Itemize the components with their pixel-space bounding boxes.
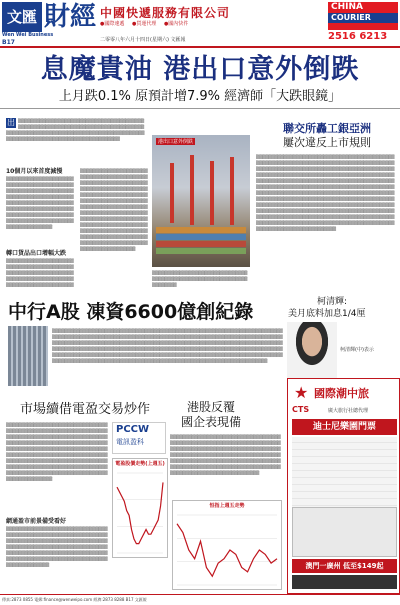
right-headline-line-2: 屢次違反上市規則 [283, 136, 371, 149]
star-icon: ★ [294, 383, 309, 402]
photo-caption: 港出口意外倒跌 [158, 139, 194, 145]
pccw-price-chart [112, 458, 168, 558]
ad-red-banner: 迪士尼樂園門票 [292, 419, 397, 435]
story-3-subhead: 網通盈市前景備受看好 [6, 518, 67, 525]
ad-price-grid [292, 507, 397, 557]
column-1 [6, 168, 76, 292]
chart-plot [173, 511, 281, 589]
story-3-headline: 市場續借電盈交易炒作 [20, 402, 151, 417]
subhead-2: 轉口貨品出口增幅大跌 [6, 250, 67, 257]
ad-footer [292, 575, 397, 589]
headline-rule [0, 108, 400, 109]
section-title: 財經 [44, 2, 97, 32]
main-headline: 息魔貴油 港出口意外倒跌 [40, 54, 360, 85]
series-line [177, 524, 277, 577]
travel-advertisement[interactable] [287, 378, 400, 594]
story-4-headline [166, 400, 256, 430]
page-number: B17 [2, 39, 15, 46]
portrait-caption: 柯清輝(中)表示 [340, 347, 374, 353]
story-2-body: ▒▒▒▒▒▒▒▒▒▒▒▒▒▒▒▒▒▒▒▒▒▒▒▒▒▒▒▒▒▒▒▒▒▒▒▒▒▒▒▒▒▒▒▒▒▒▒▒▒▒▒▒▒▒▒▒▒▒▒▒▒▒▒▒▒▒▒▒▒▒▒▒▒▒▒▒▒▒▒▒▒▒▒▒▒▒▒▒▒▒▒▒▒▒▒▒▒▒▒▒▒▒▒▒▒▒▒▒▒▒▒▒▒▒▒▒▒▒▒▒▒▒▒▒▒▒▒▒▒▒▒▒▒▒▒▒▒▒▒▒▒▒▒▒▒▒▒▒▒▒▒▒▒▒▒▒▒▒▒▒▒▒▒▒▒▒▒▒▒▒▒▒▒▒▒▒▒▒▒▒▒▒▒▒▒▒▒▒▒▒▒▒▒▒▒▒▒▒▒▒▒▒▒▒▒▒▒▒▒▒▒▒▒▒▒▒▒▒▒▒▒▒▒▒▒▒▒▒▒▒▒▒▒▒▒▒▒▒▒▒▒▒▒▒▒▒▒▒▒▒▒▒▒▒▒▒▒▒▒▒▒▒▒▒▒▒▒▒▒▒▒▒▒▒▒▒▒▒▒▒▒▒▒▒▒▒▒▒▒▒▒▒▒▒▒▒▒▒▒▒▒▒▒▒▒▒▒▒▒▒▒▒▒▒▒▒▒▒▒▒▒▒▒▒▒▒▒▒▒▒▒▒▒▒▒▒▒▒▒▒▒▒▒▒▒▒▒▒▒▒▒▒▒▒▒▒▒▒▒▒▒▒▒▒▒▒▒▒▒▒▒▒▒▒▒▒▒▒▒▒▒▒▒▒▒▒▒▒▒▒▒▒▒▒▒▒▒▒▒▒▒▒▒▒▒▒▒▒▒▒▒▒▒▒▒▒▒▒▒▒▒▒▒▒▒▒▒▒▒▒▒▒▒▒▒▒▒▒▒▒▒▒▒▒▒ [52, 328, 283, 363]
chart-title: 電盈股價走勢(上週五) [115, 461, 165, 467]
story-2-headline: 中行A股 凍資6600億創紀錄 [8, 301, 254, 323]
ad-services [100, 20, 322, 30]
pccw-logo-text: PCCW [116, 424, 150, 435]
container-port-photo [152, 135, 250, 267]
person-quote: 美月底料加息1/4厘 [288, 309, 366, 319]
photo-caption-text: ▒▒▒▒▒▒▒▒▒▒▒▒▒▒▒▒▒▒▒▒▒▒▒▒▒▒▒▒▒▒▒▒▒▒▒▒▒▒▒▒▒▒▒▒▒▒▒▒▒▒▒▒▒▒▒▒▒▒▒▒▒▒▒▒▒▒▒▒▒▒ [152, 270, 248, 287]
dropcap: 出 [7, 118, 15, 127]
story-3-body-2: ▒▒▒▒▒▒▒▒▒▒▒▒▒▒▒▒▒▒▒▒▒▒▒▒▒▒▒▒▒▒▒▒▒▒▒▒▒▒▒▒▒▒▒▒▒▒▒▒▒▒▒▒▒▒▒▒▒▒▒▒▒▒▒▒▒▒▒▒▒▒▒▒▒▒▒▒▒▒▒▒▒▒▒▒▒▒▒▒▒▒▒▒▒▒▒▒▒▒▒▒▒▒▒▒▒▒▒▒▒▒▒▒▒▒▒▒▒▒▒▒▒▒▒▒▒▒▒▒▒▒▒▒▒▒▒▒▒▒▒▒▒▒▒▒▒▒▒▒▒▒▒▒▒▒▒▒▒▒▒▒▒▒▒▒▒▒▒▒▒▒▒▒▒▒▒▒▒▒▒▒▒▒▒▒▒▒▒▒▒▒▒▒▒▒▒▒▒▒▒▒▒▒▒▒▒▒▒▒▒▒▒▒ [6, 526, 108, 567]
ad-service-item: ●國內快件 [163, 21, 189, 27]
ad-service-item: ●貨運代理 [131, 21, 157, 27]
crane-shape [170, 163, 174, 223]
dateline: 二零零八年六月十四日(星期六) 文匯報 [100, 37, 186, 43]
chart-title: 恒指上週五走勢 [209, 503, 245, 509]
headline-line: 國企表現備 [180, 415, 241, 429]
crane-shape [190, 155, 194, 225]
series-line [117, 482, 163, 543]
container-stack [156, 248, 246, 254]
courier-line-2: COURIER [328, 13, 398, 23]
right-headline [254, 122, 400, 150]
masthead [0, 0, 400, 46]
page-footer: 傳真:2873 0855 電郵:finance@wenweipo.com 經濟:2873 8288 B17 文匯報 [0, 594, 400, 605]
person-portrait [287, 322, 337, 378]
newspaper-logo: 文匯 [2, 2, 42, 32]
container-stack [156, 227, 246, 233]
ad-agent: 廣大旅行社總代理 [328, 408, 369, 414]
pccw-logo [112, 422, 166, 454]
subhead-1: 10個月以來首度減慢 [6, 168, 63, 175]
ad-cts-logo: CTS [292, 405, 310, 414]
container-stack [156, 234, 246, 240]
lede-paragraph: 出 ▒▒▒▒▒▒▒▒▒▒▒▒▒▒▒▒▒▒▒▒▒▒▒▒▒▒▒▒▒▒▒▒▒▒▒▒▒▒▒▒▒▒▒▒▒▒▒▒▒▒▒▒▒▒▒▒▒▒▒▒▒▒▒▒▒▒▒▒▒▒▒▒▒▒▒▒▒▒▒▒▒▒▒▒▒▒▒▒▒▒▒▒▒▒▒▒▒▒▒▒▒▒▒▒▒▒▒▒▒▒▒▒▒▒▒▒▒▒▒▒▒▒▒▒▒▒▒▒▒▒▒▒▒▒▒▒▒▒▒▒▒▒▒▒▒▒▒▒▒▒▒▒▒▒▒▒▒▒▒▒▒▒▒▒ [6, 118, 145, 141]
column-2: ▒▒▒▒▒▒▒▒▒▒▒▒▒▒▒▒▒▒▒▒▒▒▒▒▒▒▒▒▒▒▒▒▒▒▒▒▒▒▒▒▒▒▒▒▒▒▒▒▒▒▒▒▒▒▒▒▒▒▒▒▒▒▒▒▒▒▒▒▒▒▒▒▒▒▒▒▒▒▒▒▒▒▒▒▒▒▒▒▒▒▒▒▒▒▒▒▒▒▒▒▒▒▒▒▒▒▒▒▒▒▒▒▒▒▒▒▒▒▒▒▒▒▒▒▒▒▒▒▒▒▒▒▒▒▒▒▒▒▒▒▒▒▒▒▒▒▒▒▒▒▒▒▒▒▒▒▒▒▒▒▒▒▒▒▒▒▒▒▒▒▒▒▒▒▒▒▒▒▒▒▒▒▒▒▒▒▒▒▒▒▒▒▒▒▒▒▒▒▒▒▒▒▒▒▒▒▒▒▒▒▒▒▒▒▒▒▒▒▒▒▒▒▒▒▒▒▒▒▒▒▒▒▒▒▒▒▒▒▒▒▒▒▒▒▒▒▒▒▒▒▒▒▒▒▒▒▒▒▒▒▒▒▒▒▒▒▒▒▒▒▒▒▒▒▒▒▒▒▒▒▒▒▒▒▒▒▒▒▒▒▒▒▒▒▒▒▒▒▒▒▒▒▒▒ [80, 168, 148, 251]
story-4-body: ▒▒▒▒▒▒▒▒▒▒▒▒▒▒▒▒▒▒▒▒▒▒▒▒▒▒▒▒▒▒▒▒▒▒▒▒▒▒▒▒▒▒▒▒▒▒▒▒▒▒▒▒▒▒▒▒▒▒▒▒▒▒▒▒▒▒▒▒▒▒▒▒▒▒▒▒▒▒▒▒▒▒▒▒▒▒▒▒▒▒▒▒▒▒▒▒▒▒▒▒▒▒▒▒▒▒▒▒▒▒▒▒▒▒▒▒▒▒▒▒▒▒▒▒▒▒▒▒▒▒▒▒▒▒▒▒▒▒▒▒▒▒▒▒▒▒▒▒▒▒▒▒▒▒▒▒▒▒▒▒▒▒▒▒▒▒▒▒▒▒▒▒▒▒▒▒▒▒▒▒▒▒▒▒▒▒▒▒▒▒▒▒▒▒▒▒▒▒▒▒▒▒▒▒▒▒▒▒▒▒▒▒▒▒▒▒▒▒▒▒▒▒▒▒▒▒▒▒▒▒▒▒▒▒▒▒▒▒▒▒▒▒▒▒▒ [170, 434, 281, 475]
story-3-body: ▒▒▒▒▒▒▒▒▒▒▒▒▒▒▒▒▒▒▒▒▒▒▒▒▒▒▒▒▒▒▒▒▒▒▒▒▒▒▒▒▒▒▒▒▒▒▒▒▒▒▒▒▒▒▒▒▒▒▒▒▒▒▒▒▒▒▒▒▒▒▒▒▒▒▒▒▒▒▒▒▒▒▒▒▒▒▒▒▒▒▒▒▒▒▒▒▒▒▒▒▒▒▒▒▒▒▒▒▒▒▒▒▒▒▒▒▒▒▒▒▒▒▒▒▒▒▒▒▒▒▒▒▒▒▒▒▒▒▒▒▒▒▒▒▒▒▒▒▒▒▒▒▒▒▒▒▒▒▒▒▒▒▒▒▒▒▒▒▒▒▒▒▒▒▒▒▒▒▒▒▒▒▒▒▒▒▒▒▒▒▒▒▒▒▒▒▒▒▒▒▒▒▒▒▒▒▒▒▒▒▒▒▒▒▒▒▒▒▒▒▒▒▒▒▒▒▒▒▒▒▒▒▒▒▒▒▒▒▒▒▒▒▒▒▒▒▒▒▒▒▒▒▒▒▒▒▒▒▒▒▒▒▒▒▒▒▒▒▒▒▒▒▒▒▒▒▒▒▒▒▒▒▒▒▒▒▒▒▒▒▒▒▒▒▒▒▒▒▒▒▒▒▒▒▒▒▒▒▒▒▒▒ [6, 422, 108, 481]
bank-building-photo [8, 326, 48, 386]
ad-service-item: ●國際速遞 [100, 21, 125, 27]
headline-line: 港股反覆 [186, 400, 235, 414]
ad-brand: 國際潮中旅 [314, 387, 369, 400]
person-name: 柯清輝: [317, 297, 348, 307]
courier-logo [328, 2, 398, 30]
body-text: ▒▒▒▒▒▒▒▒▒▒▒▒▒▒▒▒▒▒▒▒▒▒▒▒▒▒▒▒▒▒▒▒▒▒▒▒▒▒▒▒▒▒▒▒▒▒▒▒▒▒▒▒▒▒▒▒▒▒▒▒▒▒▒▒▒▒▒▒▒▒▒▒▒▒▒▒▒▒▒▒▒▒▒▒▒▒▒▒▒▒▒▒▒▒▒▒▒▒▒▒▒▒▒▒▒▒▒▒▒▒▒▒▒▒▒▒▒▒▒▒▒▒▒▒▒▒▒▒▒▒▒▒▒▒▒▒▒▒▒▒▒▒▒▒▒▒▒▒▒▒▒▒▒▒▒▒▒▒▒▒▒▒▒▒▒▒▒▒▒▒▒▒▒▒▒▒▒▒▒▒▒▒▒▒▒▒▒▒▒▒▒ [6, 176, 74, 229]
main-subheadline: 上月跌0.1% 原預計增7.9% 經濟師「大跌眼鏡」 [58, 89, 342, 104]
courier-line-1: CHINA [331, 2, 363, 12]
ad-strip: 澳門一廣州 低至$149起 [292, 559, 397, 573]
right-headline-line-1: 聯交所轟工銀亞洲 [283, 122, 371, 135]
crane-shape [230, 157, 234, 225]
ad-phone: 2516 6213 [328, 31, 388, 42]
ad-company-name: 中國快遞服務有限公司 [100, 6, 231, 20]
ad-header [288, 379, 399, 403]
chart-plot [113, 469, 167, 557]
right-body: ▒▒▒▒▒▒▒▒▒▒▒▒▒▒▒▒▒▒▒▒▒▒▒▒▒▒▒▒▒▒▒▒▒▒▒▒▒▒▒▒▒▒▒▒▒▒▒▒▒▒▒▒▒▒▒▒▒▒▒▒▒▒▒▒▒▒▒▒▒▒▒▒▒▒▒▒▒▒▒▒▒▒▒▒▒▒▒▒▒▒▒▒▒▒▒▒▒▒▒▒▒▒▒▒▒▒▒▒▒▒▒▒▒▒▒▒▒▒▒▒▒▒▒▒▒▒▒▒▒▒▒▒▒▒▒▒▒▒▒▒▒▒▒▒▒▒▒▒▒▒▒▒▒▒▒▒▒▒▒▒▒▒▒▒▒▒▒▒▒▒▒▒▒▒▒▒▒▒▒▒▒▒▒▒▒▒▒▒▒▒▒▒▒▒▒▒▒▒▒▒▒▒▒▒▒▒▒▒▒▒▒▒▒▒▒▒▒▒▒▒▒▒▒▒▒▒▒▒▒▒▒▒▒▒▒▒▒▒▒▒▒▒▒▒▒▒▒▒▒▒▒▒▒▒▒▒▒▒▒▒▒▒▒▒▒▒▒▒▒▒▒▒▒▒▒▒▒▒▒▒▒▒▒▒▒▒▒▒▒▒▒▒▒▒▒▒▒▒▒▒▒▒▒▒▒▒▒▒▒▒▒▒▒▒▒▒▒▒▒▒▒▒▒▒▒▒▒▒▒▒▒▒▒▒▒▒▒▒▒▒▒▒▒▒▒▒▒▒▒▒▒▒▒▒▒▒▒▒▒▒▒▒▒▒▒▒▒▒▒▒▒▒▒▒▒▒▒▒▒▒▒▒▒▒▒▒▒▒▒▒▒▒▒▒▒▒▒▒▒▒▒▒▒▒▒▒▒▒▒▒▒▒▒▒▒▒▒▒▒▒▒▒▒▒▒▒▒▒▒▒▒▒▒▒▒▒▒▒▒▒▒▒▒▒▒▒▒▒▒▒▒▒▒▒▒▒▒▒▒▒▒▒▒▒▒▒▒▒▒▒▒▒▒▒▒▒▒▒▒▒▒▒▒▒▒▒▒▒▒▒▒▒▒▒▒▒▒▒▒▒▒▒▒▒▒▒▒▒▒▒▒▒▒▒▒▒▒▒▒▒▒▒▒▒▒▒▒▒▒▒▒▒▒▒▒▒▒▒▒▒▒▒▒▒▒▒▒▒▒▒▒▒▒▒▒▒▒▒▒▒▒▒▒▒▒▒ [256, 154, 395, 231]
body-text: ▒▒▒▒▒▒▒▒▒▒▒▒▒▒▒▒▒▒▒▒▒▒▒▒▒▒▒▒▒▒▒▒▒▒▒▒▒▒▒▒▒▒▒▒▒▒▒▒▒▒▒▒▒▒▒▒▒▒▒▒▒▒▒▒▒▒▒▒▒▒▒▒▒▒▒▒▒▒▒▒▒▒▒▒▒▒▒▒▒▒▒▒▒▒▒▒▒▒▒▒▒▒▒▒▒▒▒▒▒▒ [6, 258, 74, 287]
pccw-logo-chinese: 電訊盈科 [116, 438, 144, 446]
masthead-rule [0, 46, 400, 48]
section-subtitle: Wen Wei Business [2, 32, 54, 38]
container-stack [156, 241, 246, 247]
hsi-intraday-chart [172, 500, 282, 590]
crane-shape [210, 161, 214, 225]
